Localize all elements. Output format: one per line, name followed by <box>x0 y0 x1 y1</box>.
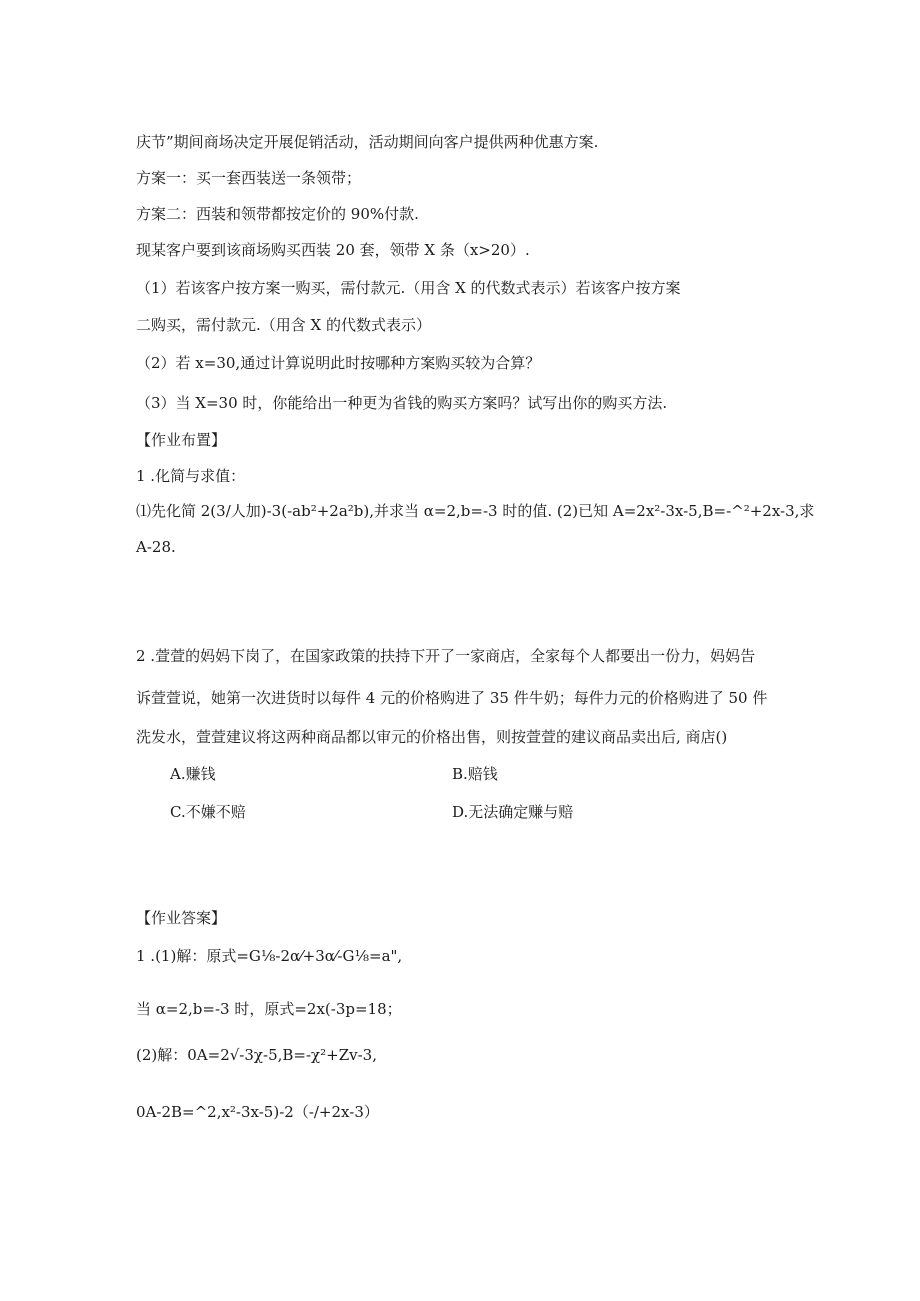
answers-heading: 【作业答案】 <box>136 909 227 927</box>
problem-2-line-1: 2 .萱萱的妈妈下岗了，在国家政策的扶持下开了一家商店，全家每个人都要出一份力，妈妈告 <box>136 647 756 665</box>
homework-heading: 【作业布置】 <box>136 431 227 449</box>
option-a: A.赚钱 <box>170 765 216 783</box>
problem-2-line-3: 洗发水，萱萱建议将这两种商品都以审元的价格出售，则按萱萱的建议商品卖出后, 商店() <box>136 728 728 746</box>
customer-statement: 现某客户要到该商场购买西装 20 套，领带 X 条（x>20）. <box>136 241 530 259</box>
problem-2-line-2: 诉萱萱说，她第一次进货时以每件 4 元的价格购进了 35 件牛奶；每件力元的价格购进了 50 件 <box>136 689 768 707</box>
answer-1-line-3: (2)解：0A=2√-3χ-5,B=-χ²+Zv-3, <box>136 1046 377 1064</box>
question-3: （3）当 X=30 时，你能给出一种更为省钱的购买方案吗？试写出你的购买方法. <box>136 394 668 412</box>
question-1-line-2: 二购买，需付款元.（用含 X 的代数式表示） <box>136 316 431 334</box>
plan-two: 方案二：西装和领带都按定价的 90%付款. <box>136 205 419 223</box>
answer-1-line-2: 当 α=2,b=-3 时，原式=2x(-3p=18； <box>136 1000 402 1018</box>
problem-1-line-2: A-28. <box>136 538 176 556</box>
answer-1-line-4: 0A-2B=^2,x²-3x-5)-2（-/+2x-3） <box>136 1103 379 1121</box>
answer-1-line-1: 1 .(1)解：原式=G⅛-2α⁄+3α⁄-G⅛=a", <box>136 947 403 965</box>
question-1-line-1: （1）若该客户按方案一购买，需付款元.（用含 X 的代数式表示）若该客户按方案 <box>136 279 681 297</box>
intro-line: 庆节”期间商场决定开展促销活动，活动期间向客户提供两种优惠方案. <box>136 133 599 151</box>
option-d: D.无法确定赚与赔 <box>452 803 574 821</box>
plan-one: 方案一：买一套西装送一条领带； <box>136 169 362 187</box>
option-b: B.赔钱 <box>452 765 498 783</box>
problem-1-line-1: ⑴先化简 2(3/人加)-3(-ab²+2a²b),并求当 α=2,b=-3 时的值. (2)已知 A=2x²-3x-5,B=-^²+2x-3,求 <box>136 502 815 520</box>
question-2: （2）若 x=30,通过计算说明此时按哪种方案购买较为合算？ <box>136 354 541 372</box>
problem-1-title: 1 .化简与求值： <box>136 467 246 485</box>
option-c: C.不嫌不赔 <box>170 803 246 821</box>
